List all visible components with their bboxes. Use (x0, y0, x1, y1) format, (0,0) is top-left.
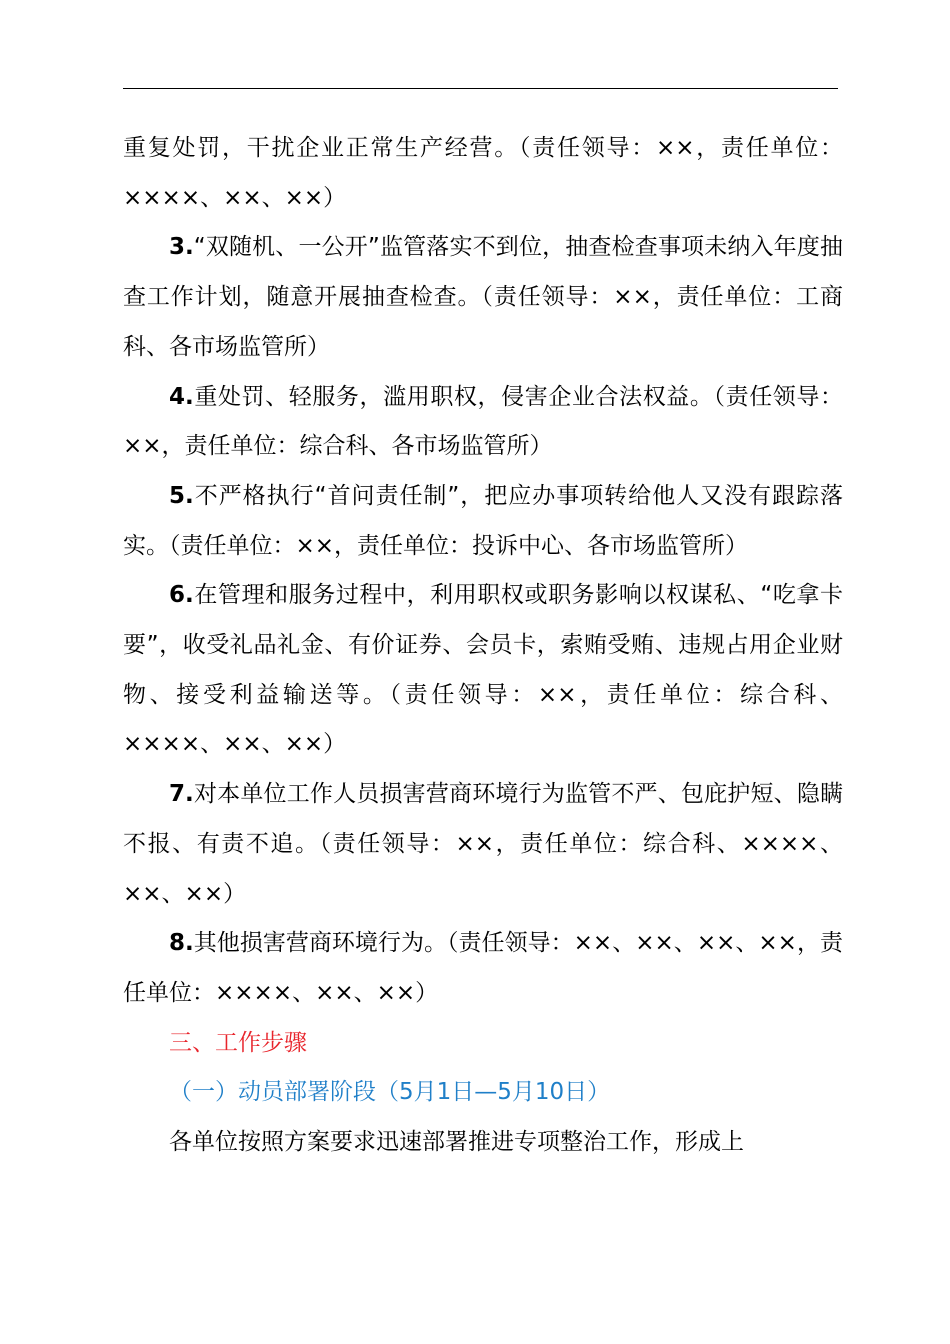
paragraph-text: 对本单位工作人员损害营商环境行为监管不严、包庇护短、隐瞒不报、有责不追。（责任领导：××，责任单位：综合科、××××、××、××） (123, 781, 843, 907)
paragraph-text: 重复处罚，干扰企业正常生产经营。（责任领导：××，责任单位：××××、××、××） (123, 135, 843, 211)
paragraph-text: 其他损害营商环境行为。（责任领导：××、××、××、××，责任单位：××××、××、××） (123, 930, 843, 1006)
paragraph-item-6 (123, 571, 843, 770)
paragraph-item-4 (123, 373, 843, 472)
item-number: 3. (169, 234, 194, 261)
paragraph-text: 不严格执行“首问责任制”，把应办事项转给他人又没有跟踪落实。（责任单位：××，责任单位：投诉中心、各市场监管所） (123, 482, 843, 559)
item-number: 5. (169, 482, 194, 509)
subsection-heading: （一）动员部署阶段（5月1日—5月10日） (169, 1079, 611, 1106)
paragraph-text: “双随机、一公开”监管落实不到位，抽查检查事项未纳入年度抽查工作计划，随意开展抽查检查。（责任领导：××，责任单位：工商科、各市场监管所） (123, 234, 843, 360)
item-number: 8. (169, 930, 194, 957)
paragraph-last: 各单位按照方案要求迅速部署推进专项整治工作，形成上 (169, 1129, 744, 1156)
paragraph-item-7 (123, 770, 843, 919)
header-rule (123, 88, 838, 89)
section-heading: 三、工作步骤 (169, 1029, 307, 1056)
paragraph-item-3 (123, 223, 843, 372)
paragraph-continuation (123, 124, 843, 223)
document-body (123, 124, 843, 1168)
item-number: 7. (169, 781, 194, 808)
paragraph-item-5 (123, 472, 843, 571)
item-number: 4. (169, 383, 194, 410)
item-number: 6. (169, 582, 194, 609)
paragraph-item-8 (123, 919, 843, 1018)
paragraph-text: 在管理和服务过程中，利用职权或职务影响以权谋私、“吃拿卡要”，收受礼品礼金、有价证券、会员卡，索贿受贿、违规占用企业财物、接受利益输送等。（责任领导：××，责任单位：综合科、××××、××、××） (123, 582, 843, 758)
paragraph-text: 重处罚、轻服务，滥用职权，侵害企业合法权益。（责任领导：××，责任单位：综合科、各市场监管所） (123, 383, 843, 460)
